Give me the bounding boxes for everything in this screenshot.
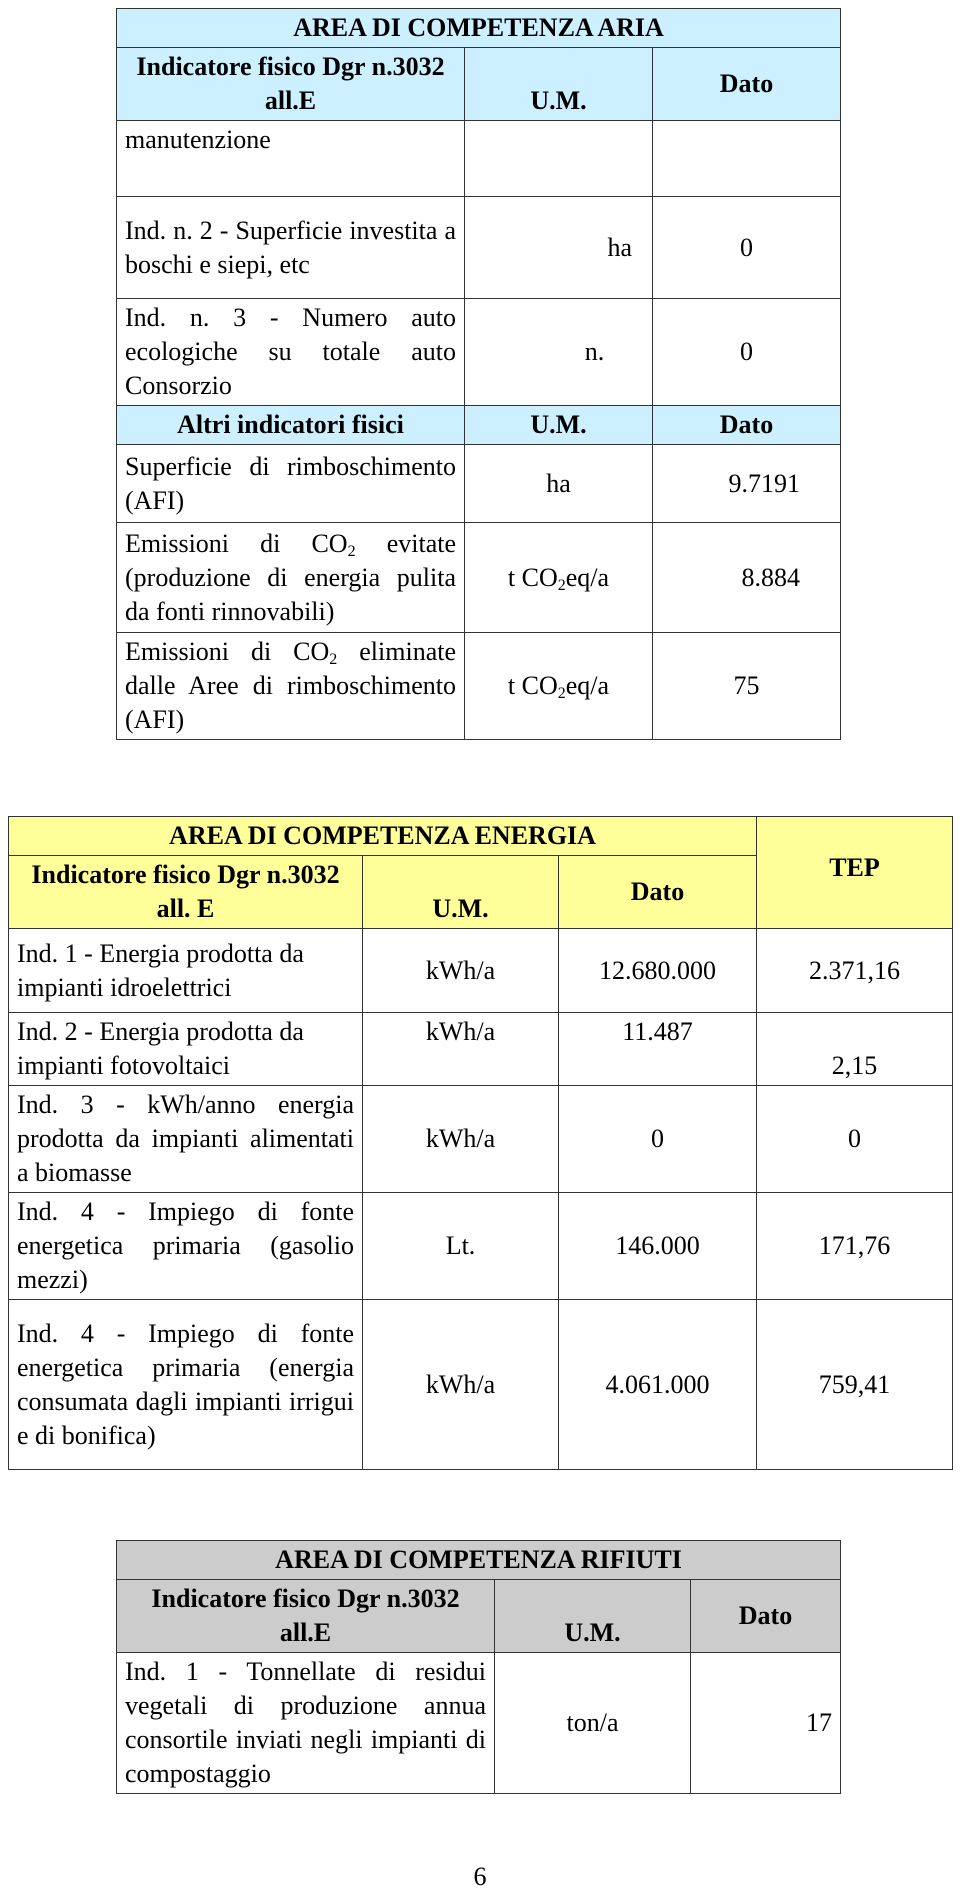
energia-row-2-dato: 11.487 xyxy=(559,1013,757,1086)
rifiuti-col-indicator: Indicatore fisico Dgr n.3032 all.E xyxy=(117,1580,495,1653)
aria-row-1-um xyxy=(465,121,653,197)
rifiuti-col-um: U.M. xyxy=(495,1580,691,1653)
energia-row-2-tep: 2,15 xyxy=(757,1013,953,1086)
energia-row-1-um: kWh/a xyxy=(363,929,559,1013)
energia-col-tep: TEP xyxy=(757,817,953,929)
page-number: 6 xyxy=(473,1862,487,1891)
energia-row-5-um: kWh/a xyxy=(363,1300,559,1470)
aria-row-2-dato: 0 xyxy=(653,197,841,299)
energia-row-3-ind: Ind. 3 - kWh/anno energia prodotta da impianti alimentati a biomasse xyxy=(9,1086,363,1193)
aria-altri-row-2-ind: Emissioni di $CO_2$ evitate (produzione di energia pulita da fonti rinnovabili) xyxy=(117,523,465,633)
aria-altri-row-3-um: t $CO_2eq/a$ xyxy=(465,633,653,740)
energia-row-2-um: kWh/a xyxy=(363,1013,559,1086)
energia-row-3-um: kWh/a xyxy=(363,1086,559,1193)
rifiuti-col-dato: Dato xyxy=(691,1580,841,1653)
aria-row-2-ind: Ind. n. 2 - Superficie investita a boschi e siepi, etc xyxy=(117,197,465,299)
aria-altri-row-2-dato: 8.884 xyxy=(653,523,841,633)
energia-row-4-tep: 171,76 xyxy=(757,1193,953,1300)
energia-title: AREA DI COMPETENZA ENERGIA xyxy=(9,817,757,856)
energia-row-5-dato: 4.061.000 xyxy=(559,1300,757,1470)
aria-altri-row-1-ind: Superficie di rimboschimento (AFI) xyxy=(117,445,465,523)
aria-row-3-dato: 0 xyxy=(653,299,841,406)
energia-row-3-dato: 0 xyxy=(559,1086,757,1193)
aria-table xyxy=(116,8,841,740)
aria-altri-row-1-um: ha xyxy=(465,445,653,523)
energia-col-indicator: Indicatore fisico Dgr n.3032 all. E xyxy=(9,856,363,929)
rifiuti-row-1-um: ton/a xyxy=(495,1653,691,1794)
aria-altri-row-3-dato: 75 xyxy=(653,633,841,740)
rifiuti-row-1-dato: 17 xyxy=(691,1653,841,1794)
rifiuti-title: AREA DI COMPETENZA RIFIUTI xyxy=(117,1541,841,1580)
energia-table xyxy=(8,816,953,1470)
aria-altri-col-um: U.M. xyxy=(465,406,653,445)
energia-row-1-ind: Ind. 1 - Energia prodotta da impianti idroelettrici xyxy=(9,929,363,1013)
aria-col-indicator: Indicatore fisico Dgr n.3032 all.E xyxy=(117,48,465,121)
aria-title: AREA DI COMPETENZA ARIA xyxy=(117,9,841,48)
energia-row-5-ind: Ind. 4 - Impiego di fonte energetica primaria (energia consumata dagli impianti irrigui e di bonifica) xyxy=(9,1300,363,1470)
energia-row-1-dato: 12.680.000 xyxy=(559,929,757,1013)
energia-row-4-ind: Ind. 4 - Impiego di fonte energetica primaria (gasolio mezzi) xyxy=(9,1193,363,1300)
rifiuti-table xyxy=(116,1540,841,1794)
aria-row-3-ind: Ind. n. 3 - Numero auto ecologiche su totale auto Consorzio xyxy=(117,299,465,406)
energia-col-um: U.M. xyxy=(363,856,559,929)
energia-row-1-tep: 2.371,16 xyxy=(757,929,953,1013)
rifiuti-row-1-ind: Ind. 1 - Tonnellate di residui vegetali di produzione annua consortile inviati negli impianti di compostaggio xyxy=(117,1653,495,1794)
aria-altri-col-indicator: Altri indicatori fisici xyxy=(117,406,465,445)
aria-altri-col-dato: Dato xyxy=(653,406,841,445)
energia-col-dato: Dato xyxy=(559,856,757,929)
aria-row-1-ind: manutenzione xyxy=(117,121,465,197)
aria-row-2-um: ha xyxy=(465,197,653,299)
energia-row-5-tep: 759,41 xyxy=(757,1300,953,1470)
aria-row-1-dato xyxy=(653,121,841,197)
energia-row-4-um: Lt. xyxy=(363,1193,559,1300)
aria-altri-row-3-ind: Emissioni di $CO_2$ eliminate dalle Aree di rimboschimento (AFI) xyxy=(117,633,465,740)
aria-row-3-um: n. xyxy=(465,299,653,406)
energia-row-2-ind: Ind. 2 - Energia prodotta da impianti fotovoltaici xyxy=(9,1013,363,1086)
aria-col-dato: Dato xyxy=(653,48,841,121)
aria-altri-row-1-dato: 9.7191 xyxy=(653,445,841,523)
energia-row-3-tep: 0 xyxy=(757,1086,953,1193)
energia-row-4-dato: 146.000 xyxy=(559,1193,757,1300)
aria-col-um: U.M. xyxy=(465,48,653,121)
aria-altri-row-2-um: t $CO_2eq/a$ xyxy=(465,523,653,633)
